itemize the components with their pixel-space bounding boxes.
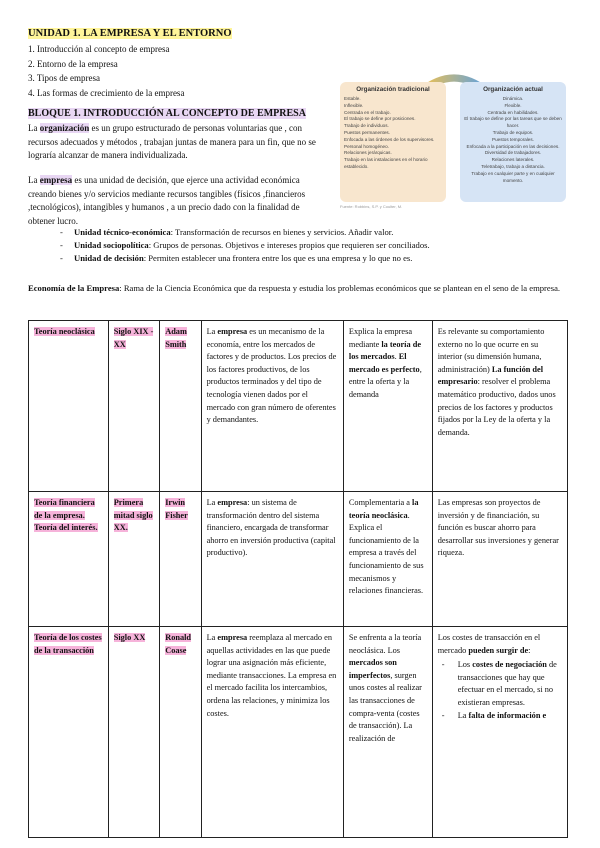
organization-comparison-diagram (338, 70, 570, 210)
theories-table (28, 320, 568, 838)
company-units-list (60, 226, 590, 265)
list-item: - Los costes de negociación de transacciones que hay que efectuar en el mercado, si no existieran empresas. (438, 659, 562, 709)
block-title: BLOQUE 1. INTRODUCCIÓN AL CONCEPTO DE EMPRESA (28, 108, 306, 119)
list-item: - Unidad de decisión: Permiten establecer una frontera entre los que es una empresa y lo que no es. (60, 252, 590, 265)
current-organization-box: Organización actual Dinámica. Flexible. Centrada en habilidades. El trabajo se define por las tareas que se deben hacer. Trabajo de equipos. Puestos temporales. Enfocada a la participación en las decisiones. Diversidad de trabajadores. Relaciones laterales. Teletrabajo, trabajo a distancia. Trabajo en cualquier parte y en cualquier momento. (460, 82, 566, 202)
list-item: - Unidad técnico-económica: Transformación de recursos en bienes y servicios. Añadir valor. (60, 226, 590, 239)
diagram-caption: Fuente: Robbins, S.P. y Coulter, M. (340, 204, 403, 209)
unit-index-item: 4. Las formas de crecimiento de la empresa (28, 87, 185, 98)
list-item: - Unidad sociopolítica: Grupos de personas. Objetivos e intereses propios que requieren ser conciliados. (60, 239, 590, 252)
list-item: - La falta de información e (438, 710, 562, 723)
unit-index-item: 1. Introducción al concepto de empresa (28, 44, 170, 54)
traditional-organization-box: Organización tradicional Estable. Inflexible. Centrada en el trabajo. El trabajo se define por posiciones. Trabajo de individuos. Puestos permanentes. Enfocada a las órdenes de los supervisores. Personal homogéneo. Relaciones jerárquicas. Trabajo en las instalaciones en el horario establecido. (340, 82, 446, 202)
business-economics-definition: Economía de la Empresa: Rama de la Ciencia Económica que da respuesta y estudia los problemas económicos que se plantean en el seno de la empresa. (28, 283, 561, 293)
table-row: Teoría financiera de la empresa. Teoría del interés. Primera mitad siglo XX. Irwin Fisher La empresa: un sistema de transformación dentro del sistema financiero, encargada de transformar ahorro en inversión productiva (capital productivo). Complementaria a la teoría neoclásica. Explica el funcionamiento de la empresa a través del funcionamiento de sus mecanismos y relaciones financieras. Las empresas son proyectos de inversión y de financiación, su función es buscar ahorro para desarrollar sus inversiones y generar riqueza. (29, 492, 568, 627)
table-row: Teoría de los costes de la transacción Siglo XX Ronald Coase La empresa reemplaza al mercado en aquellas actividades en las que puede lograr una asignación más eficiente, mediante transacciones. La empresa en el mercado facilita los intercambios, ordena las relaciones, y minimiza los costes. Se enfrenta a la teoría neoclásica. Los mercados son imperfectos, surgen unos costes al realizar las transacciones de compra-venta (costes de transacción). La realización de Los costes de transacción en el mercado pueden surgir de: - Los costes de negociación de transacciones que hay que efectuar en el mercado, si no existieran empresas. - La falta de información e (29, 627, 568, 838)
unit-index-item: 2. Entorno de la empresa (28, 58, 118, 69)
unit-index-item: 3. Tipos de empresa (28, 73, 100, 83)
organization-definition: La organización es un grupo estructurado de personas voluntarias que , con recursos adecuados y métodos , trabajan juntas de manera para un fin, que no se lograría alcanzar de manera individualizada. (28, 123, 316, 160)
table-row: Teoría neoclásica Siglo XIX - XX Adam Smith La empresa es un mecanismo de la economía, entre los mercados de factores y de productos. Los precios de los factores productivos, de los productos terminados y del tipo de tecnología vienen dados por el mercado con gran número de oferentes y demandantes. Explica la empresa mediante la teoría de los mercados. El mercado es perfecto, entre la oferta y la demanda Es relevante su comportamiento externo no lo que ocurre en su interior (su dimensión humana, administración) La función del empresario: resolver el problema matemático productivo, dados unos precios de los factores y productos fijados por la Ley de la oferta y la demanda. (29, 321, 568, 492)
unit-title: UNIDAD 1. LA EMPRESA Y EL ENTORNO (28, 28, 232, 39)
unit-index-list (28, 42, 184, 100)
company-definition: La empresa es una unidad de decisión, que ejerce una actividad económica creando bienes y/o servicios mediante recursos tangibles (físicos ,financieros ,tecnológicos), intangibles y humanos , a un precio dado con la finalidad de obtener lucro. (28, 175, 306, 226)
